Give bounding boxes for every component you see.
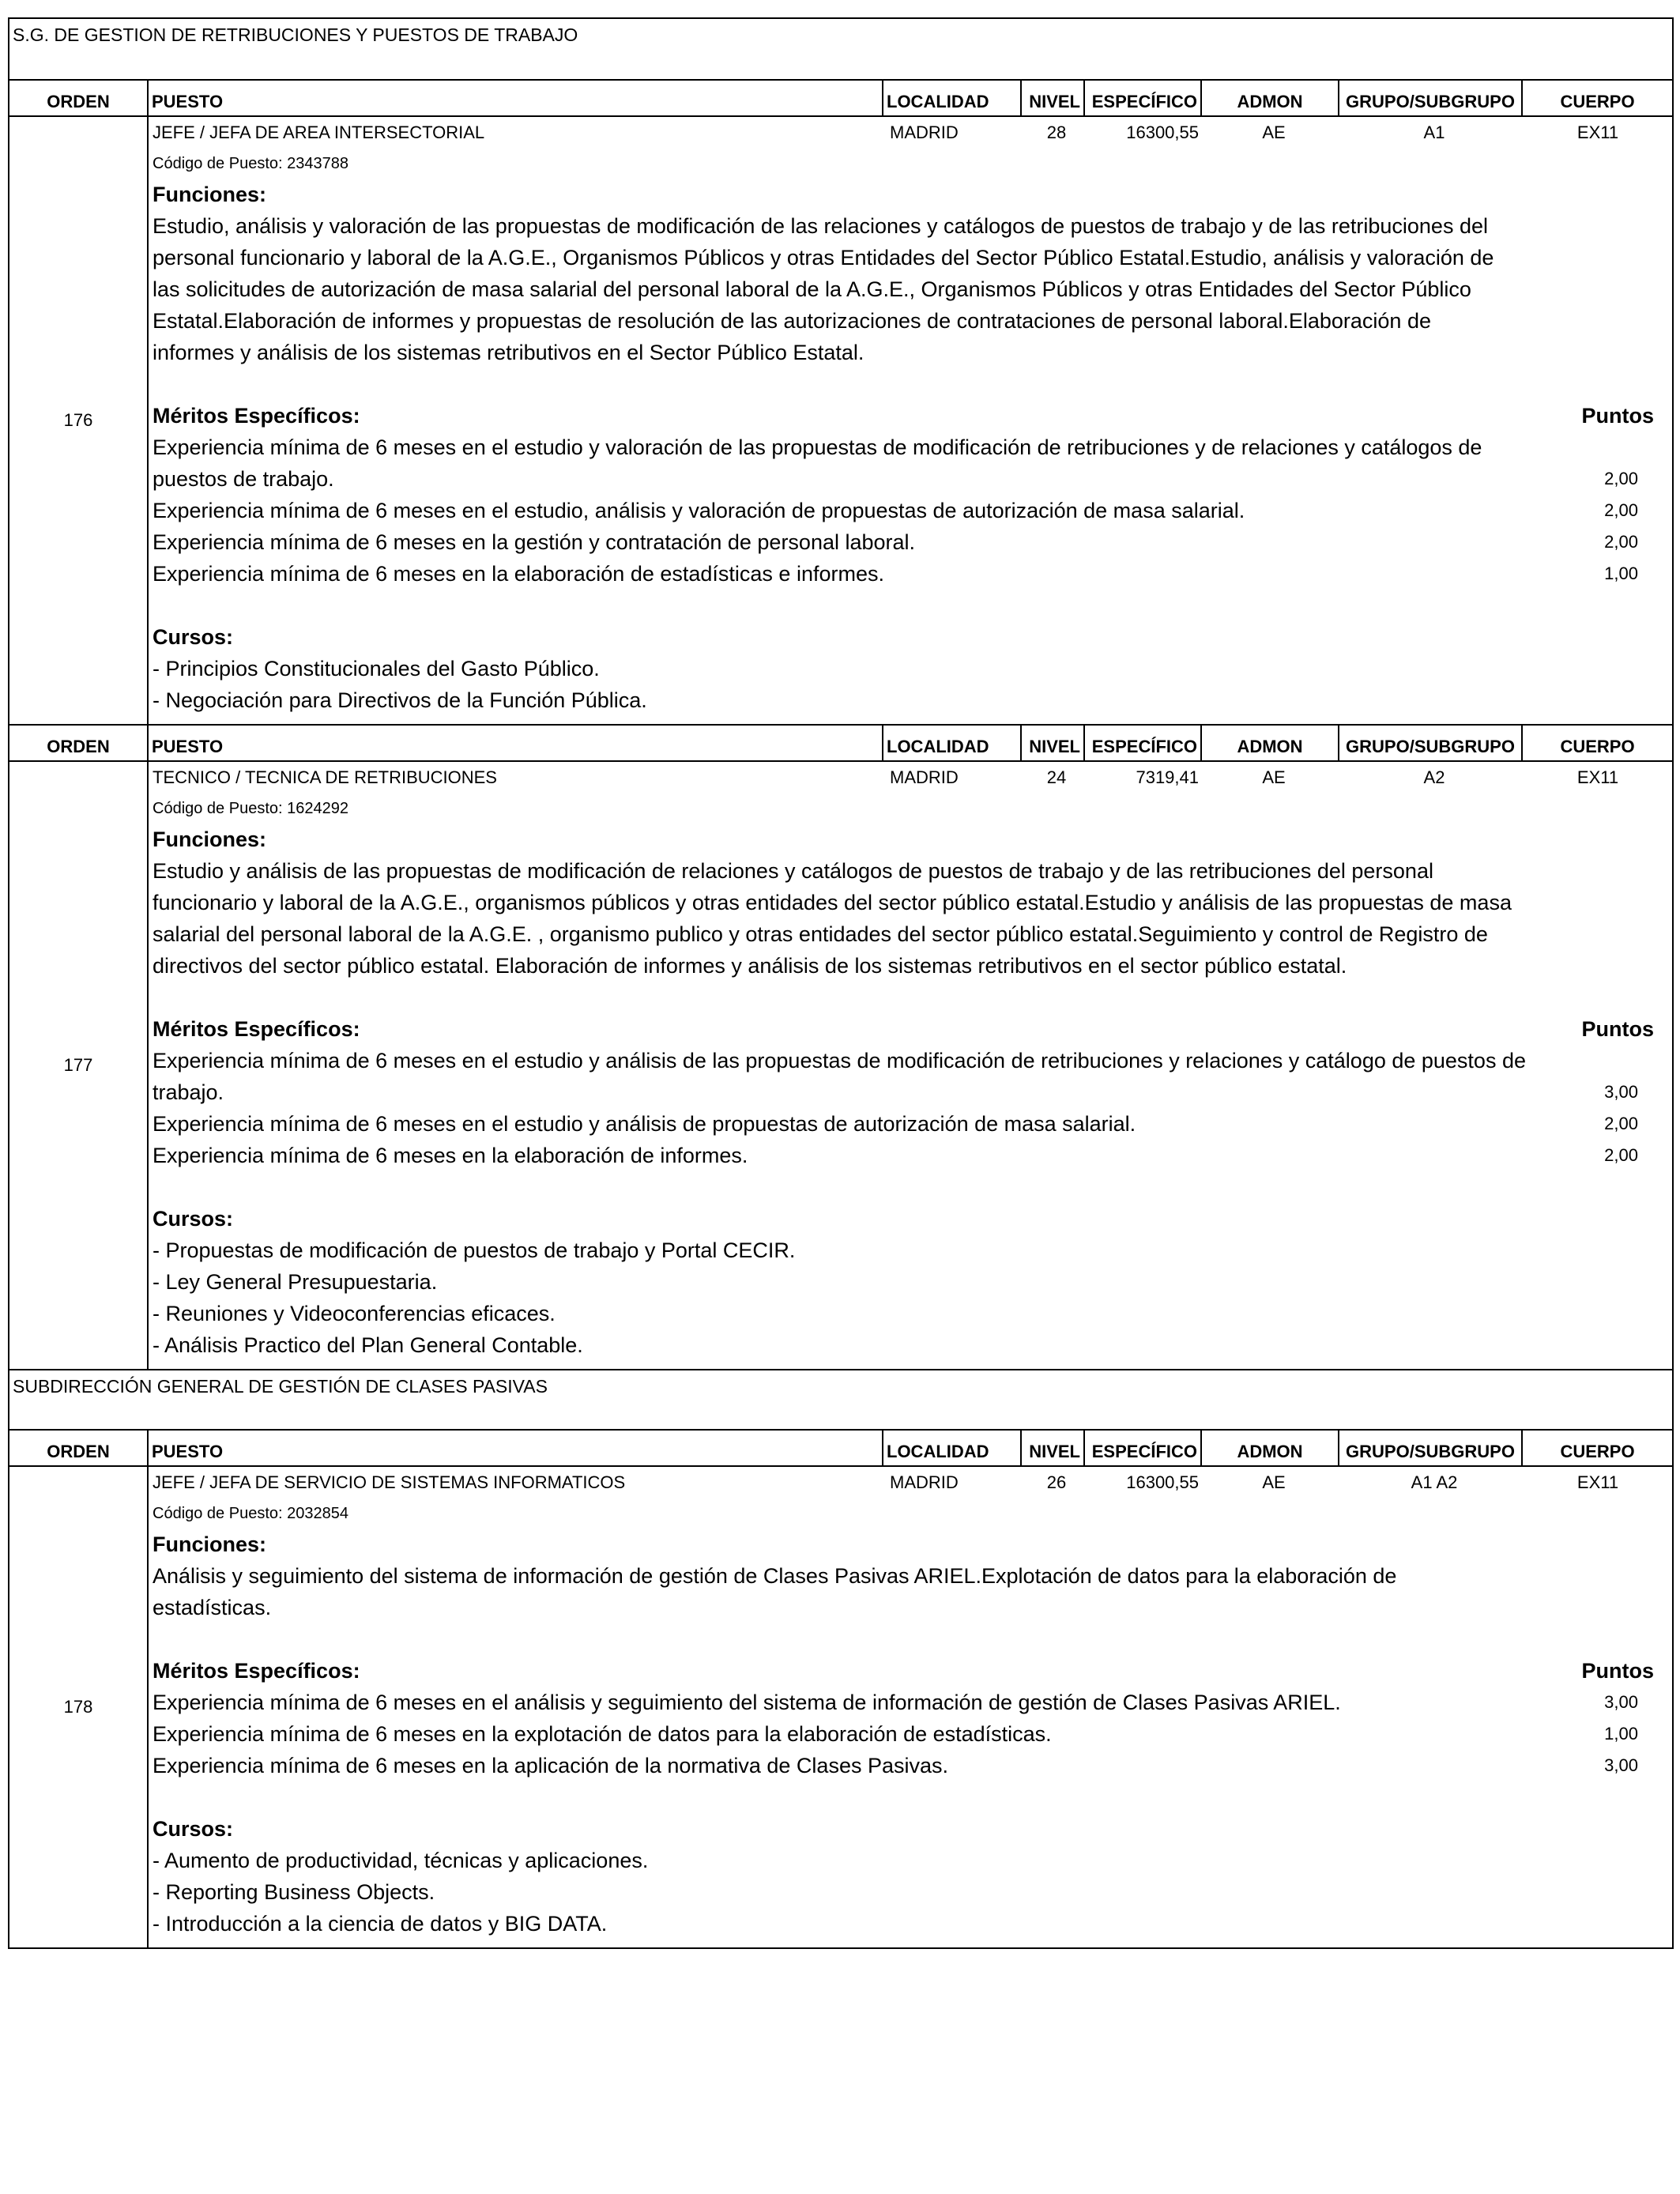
merito-puntos: 2,00: [1604, 469, 1638, 488]
cursos-heading: Cursos:: [153, 1207, 234, 1231]
merito-puntos: 3,00: [1604, 1692, 1638, 1712]
merito-puntos: 2,00: [1604, 1145, 1638, 1165]
merito-puntos: 3,00: [1604, 1082, 1638, 1102]
merito-text: Experiencia mínima de 6 meses en la elaboración de informes.: [153, 1144, 748, 1167]
grupo-value: A2: [1423, 767, 1445, 787]
admon-value: AE: [1262, 1472, 1286, 1492]
codigo-puesto: Código de Puesto: 2343788: [153, 155, 348, 172]
unit-title: SUBDIRECCIÓN GENERAL DE GESTIÓN DE CLASES PASIVAS: [9, 1369, 1672, 1431]
codigo-puesto: Código de Puesto: 2032854: [153, 1505, 348, 1522]
spacer: [153, 368, 1670, 400]
header-cuerpo: CUERPO: [1560, 92, 1635, 111]
spacer: [153, 1171, 1670, 1203]
merito-text: Experiencia mínima de 6 meses en la gestión y contratación de personal laboral.: [153, 530, 916, 554]
merito-puntos: 2,00: [1604, 1114, 1638, 1133]
merito-item: [153, 1108, 1670, 1140]
curso-item: - Reporting Business Objects.: [153, 1880, 435, 1904]
cuerpo-value: EX11: [1576, 123, 1619, 142]
unit-title: S.G. DE GESTION DE RETRIBUCIONES Y PUESTOS DE TRABAJO: [9, 19, 1672, 81]
merito-puntos: 1,00: [1604, 1724, 1638, 1744]
meritos-heading-row: [153, 1013, 1670, 1045]
header-especifico: ESPECÍFICO: [1085, 726, 1202, 760]
vacancy-table: [8, 17, 1674, 1949]
especifico-value: 7319,41: [1136, 767, 1199, 787]
header-puesto: PUESTO: [149, 726, 883, 760]
nivel-value: 24: [1046, 767, 1067, 787]
job-details: [149, 117, 1673, 724]
funciones-block: [153, 1560, 1670, 1623]
orden-number: 176: [9, 117, 149, 724]
header-nivel: NIVEL: [1022, 726, 1085, 760]
spacer: [153, 1781, 1670, 1813]
curso-item: - Reuniones y Videoconferencias eficaces.: [153, 1302, 556, 1325]
meritos-heading-row: [153, 400, 1670, 432]
header-localidad: LOCALIDAD: [883, 726, 1022, 760]
meritos-heading: Méritos Específicos:: [153, 404, 360, 428]
funciones-block: [153, 210, 1670, 368]
curso-item: - Introducción a la ciencia de datos y BIG DATA.: [153, 1912, 608, 1936]
merito-text: Experiencia mínima de 6 meses en la elaboración de estadísticas e informes.: [153, 562, 884, 586]
especifico-value: 16300,55: [1126, 123, 1199, 142]
header-orden: ORDEN: [9, 81, 149, 115]
admon-value: AE: [1262, 767, 1286, 787]
cuerpo-value: EX11: [1576, 767, 1619, 787]
especifico-value: 16300,55: [1126, 1472, 1199, 1492]
header-puesto: PUESTO: [149, 1431, 883, 1465]
header-cuerpo: CUERPO: [1560, 1442, 1635, 1461]
nivel-value: 28: [1046, 123, 1067, 142]
merito-text: Experiencia mínima de 6 meses en el estudio y análisis de las propuestas de modificación de retribuciones y relaciones y catálogo de puestos de trabajo.: [153, 1049, 1526, 1104]
spacer: [153, 590, 1670, 621]
job-summary-row: [153, 117, 1670, 149]
merito-item: [153, 1718, 1670, 1750]
header-admon: ADMON: [1202, 1431, 1339, 1465]
puntos-heading: Puntos: [1581, 1659, 1654, 1683]
merito-text: Experiencia mínima de 6 meses en el estudio, análisis y valoración de propuestas de autorización de masa salarial.: [153, 499, 1245, 522]
puesto-name: JEFE / JEFA DE SERVICIO DE SISTEMAS INFORMATICOS: [153, 1472, 626, 1492]
header-especifico: ESPECÍFICO: [1085, 1431, 1202, 1465]
localidad-value: MADRID: [890, 1472, 959, 1492]
merito-item: [153, 1687, 1670, 1718]
funciones-heading: Funciones:: [153, 1532, 267, 1556]
merito-text: Experiencia mínima de 6 meses en el estudio y análisis de propuestas de autorización de masa salarial.: [153, 1112, 1136, 1136]
grupo-value: A1 A2: [1411, 1472, 1458, 1492]
header-grupo: GRUPO/SUBGRUPO: [1339, 81, 1523, 115]
job-details: [149, 762, 1673, 1369]
merito-puntos: 2,00: [1604, 532, 1638, 552]
admon-value: AE: [1262, 123, 1286, 142]
meritos-heading-row: [153, 1655, 1670, 1687]
meritos-heading: Méritos Específicos:: [153, 1017, 360, 1041]
codigo-puesto: Código de Puesto: 1624292: [153, 800, 348, 817]
header-puesto: PUESTO: [149, 81, 883, 115]
nivel-value: 26: [1046, 1472, 1067, 1492]
merito-item: [153, 432, 1670, 495]
header-orden: ORDEN: [9, 726, 149, 760]
job-details: [149, 1467, 1673, 1947]
header-localidad: LOCALIDAD: [883, 1431, 1022, 1465]
curso-item: - Aumento de productividad, técnicas y aplicaciones.: [153, 1849, 649, 1872]
header-grupo: GRUPO/SUBGRUPO: [1339, 726, 1523, 760]
merito-puntos: 2,00: [1604, 500, 1638, 520]
header-nivel: NIVEL: [1022, 1431, 1085, 1465]
cuerpo-value: EX11: [1576, 1472, 1619, 1492]
puesto-name: JEFE / JEFA DE AREA INTERSECTORIAL: [153, 123, 485, 142]
job-entry: [9, 762, 1672, 1369]
merito-item: [153, 495, 1670, 526]
merito-item: [153, 526, 1670, 558]
spacer: [153, 982, 1670, 1013]
localidad-value: MADRID: [890, 123, 959, 142]
merito-item: [153, 1750, 1670, 1781]
job-entry: [9, 117, 1672, 726]
spacer: [153, 1623, 1670, 1655]
curso-item: - Ley General Presupuestaria.: [153, 1270, 438, 1294]
merito-text: Experiencia mínima de 6 meses en el estudio y valoración de las propuestas de modificación de retribuciones y de relaciones y catálogos de puestos de trabajo.: [153, 435, 1482, 491]
column-header-row: [9, 726, 1672, 762]
job-summary-row: [153, 1467, 1670, 1498]
puntos-heading: Puntos: [1581, 1017, 1654, 1041]
funciones-text: Estudio y análisis de las propuestas de modificación de relaciones y catálogos de puestos de trabajo y de las retribuciones del personal funcionario y laboral de la A.G.E., organismos públicos y otras entidades del sector público estatal.Estudio y análisis de las propuestas de masa salarial del personal laboral de la A.G.E. , organismo publico y otras entidades del sector público estatal.Seguimiento y control de Registro de directivos del sector público estatal. Elaboración de informes y análisis de los sistemas retributivos en el sector público estatal.: [153, 859, 1512, 978]
merito-item: [153, 558, 1670, 590]
funciones-block: [153, 855, 1670, 982]
column-header-row: [9, 81, 1672, 117]
orden-number: 178: [9, 1467, 149, 1947]
header-admon: ADMON: [1202, 726, 1339, 760]
header-localidad: LOCALIDAD: [883, 81, 1022, 115]
curso-item: - Principios Constitucionales del Gasto Público.: [153, 657, 600, 680]
header-orden: ORDEN: [9, 1431, 149, 1465]
curso-item: - Análisis Practico del Plan General Contable.: [153, 1333, 583, 1357]
puesto-name: TECNICO / TECNICA DE RETRIBUCIONES: [153, 767, 497, 787]
merito-text: Experiencia mínima de 6 meses en la aplicación de la normativa de Clases Pasivas.: [153, 1754, 949, 1777]
curso-item: - Negociación para Directivos de la Función Pública.: [153, 688, 647, 712]
cursos-heading: Cursos:: [153, 1817, 234, 1841]
job-summary-row: [153, 762, 1670, 794]
header-grupo: GRUPO/SUBGRUPO: [1339, 1431, 1523, 1465]
merito-item: [153, 1045, 1670, 1108]
funciones-text: Estudio, análisis y valoración de las propuestas de modificación de las relaciones y catálogos de puestos de trabajo y de las retribuciones del personal funcionario y laboral de la A.G.E., Organismos Públicos y otras Entidades del Sector Público Estatal.Estudio, análisis y valoración de las solicitudes de autorización de masa salarial del personal laboral de la A.G.E., Organismos Públicos y otras Entidades del Sector Público Estatal.Elaboración de informes y propuestas de resolución de las autorizaciones de contrataciones de personal laboral.Elaboración de informes y análisis de los sistemas retributivos en el Sector Público Estatal.: [153, 214, 1494, 364]
merito-puntos: 3,00: [1604, 1755, 1638, 1775]
funciones-text: Análisis y seguimiento del sistema de información de gestión de Clases Pasivas ARIEL.Explotación de datos para la elaboración de estadísticas.: [153, 1564, 1397, 1619]
job-entry: [9, 1467, 1672, 1947]
header-admon: ADMON: [1202, 81, 1339, 115]
cursos-heading: Cursos:: [153, 625, 234, 649]
puntos-heading: Puntos: [1581, 404, 1654, 428]
funciones-heading: Funciones:: [153, 183, 267, 206]
header-especifico: ESPECÍFICO: [1085, 81, 1202, 115]
merito-puntos: 1,00: [1604, 564, 1638, 583]
meritos-heading: Méritos Específicos:: [153, 1659, 360, 1683]
column-header-row: [9, 1431, 1672, 1467]
localidad-value: MADRID: [890, 767, 959, 787]
merito-text: Experiencia mínima de 6 meses en la explotación de datos para la elaboración de estadísticas.: [153, 1722, 1052, 1746]
curso-item: - Propuestas de modificación de puestos de trabajo y Portal CECIR.: [153, 1238, 796, 1262]
merito-text: Experiencia mínima de 6 meses en el análisis y seguimiento del sistema de información de gestión de Clases Pasivas ARIEL.: [153, 1691, 1341, 1714]
grupo-value: A1: [1423, 123, 1445, 142]
orden-number: 177: [9, 762, 149, 1369]
funciones-heading: Funciones:: [153, 827, 267, 851]
merito-item: [153, 1140, 1670, 1171]
header-nivel: NIVEL: [1022, 81, 1085, 115]
header-cuerpo: CUERPO: [1560, 737, 1635, 756]
